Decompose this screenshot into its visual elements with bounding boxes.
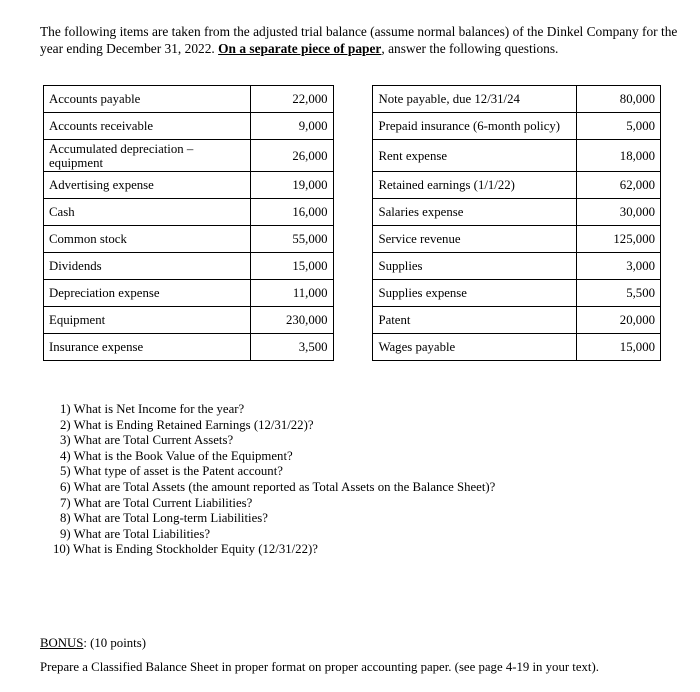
table-row [44, 199, 661, 226]
question-number: 4) [60, 448, 71, 463]
question-text: What are Total Long-term Liabilities? [73, 511, 268, 526]
left-account-cell: Accumulated depreciation – equipment [44, 140, 251, 172]
column-gap [333, 226, 373, 253]
question-text: What are Total Current Liabilities? [73, 495, 253, 510]
question-number: 2) [60, 417, 71, 432]
right-amount-cell: 20,000 [577, 307, 661, 334]
left-amount-cell: 15,000 [250, 253, 333, 280]
left-amount-cell: 11,000 [250, 280, 333, 307]
right-account-cell: Note payable, due 12/31/24 [373, 86, 577, 113]
right-account-cell: Salaries expense [373, 199, 577, 226]
right-account-cell: Rent expense [373, 140, 577, 172]
left-account-cell: Accounts payable [44, 86, 251, 113]
right-account-cell: Supplies [373, 253, 577, 280]
left-account-cell: Equipment [44, 307, 251, 334]
column-gap [333, 280, 373, 307]
question-number: 5) [60, 464, 71, 479]
left-account-cell: Dividends [44, 253, 251, 280]
bonus-points: : (10 points) [83, 636, 146, 650]
question-text: What is Ending Retained Earnings (12/31/22)? [73, 417, 314, 432]
question-item [60, 480, 495, 496]
question-number: 3) [60, 433, 71, 448]
left-account-cell: Depreciation expense [44, 280, 251, 307]
question-item [60, 402, 495, 418]
question-item [60, 449, 495, 465]
left-amount-cell: 16,000 [250, 199, 333, 226]
question-number: 7) [60, 495, 71, 510]
right-account-cell: Retained earnings (1/1/22) [373, 172, 577, 199]
table-row [44, 334, 661, 361]
question-text: What are Total Assets (the amount reported as Total Assets on the Balance Sheet)? [73, 479, 496, 494]
column-gap [333, 172, 373, 199]
question-text: What is Net Income for the year? [73, 402, 245, 416]
trial-balance-table [43, 85, 661, 361]
question-text: What is Ending Stockholder Equity (12/31/22)? [73, 542, 318, 557]
left-amount-cell: 22,000 [250, 86, 333, 113]
left-account-cell: Insurance expense [44, 334, 251, 361]
left-account-cell: Cash [44, 199, 251, 226]
column-gap [333, 113, 373, 140]
right-account-cell: Prepaid insurance (6-month policy) [373, 113, 577, 140]
question-item [60, 464, 495, 480]
question-item [60, 418, 495, 434]
table-row [44, 280, 661, 307]
question-text: What type of asset is the Patent account? [73, 464, 283, 479]
table-row [44, 113, 661, 140]
right-amount-cell: 30,000 [577, 199, 661, 226]
table-row [44, 140, 661, 172]
question-number: 10) [53, 542, 71, 557]
right-amount-cell: 125,000 [577, 226, 661, 253]
right-account-cell: Service revenue [373, 226, 577, 253]
question-item [60, 433, 495, 449]
table-row [44, 172, 661, 199]
right-amount-cell: 62,000 [577, 172, 661, 199]
intro-paragraph [40, 23, 680, 57]
bonus-label: BONUS [40, 636, 84, 650]
column-gap [333, 199, 373, 226]
left-account-cell: Accounts receivable [44, 113, 251, 140]
table-row [44, 226, 661, 253]
right-account-cell: Patent [373, 307, 577, 334]
question-item [60, 527, 495, 543]
question-item [53, 542, 495, 558]
intro-text-after: , answer the following questions. [381, 41, 559, 56]
column-gap [333, 334, 373, 361]
question-number: 1) [60, 402, 71, 416]
right-amount-cell: 15,000 [577, 334, 661, 361]
column-gap [333, 86, 373, 113]
question-list [53, 402, 496, 558]
bonus-instruction: Prepare a Classified Balance Sheet in proper format on proper accounting paper. (see page 4-19 in your text). [40, 660, 599, 674]
left-amount-cell: 3,500 [250, 334, 333, 361]
column-gap [333, 307, 373, 334]
column-gap [333, 253, 373, 280]
left-amount-cell: 55,000 [250, 226, 333, 253]
question-number: 8) [60, 511, 71, 526]
column-gap [333, 140, 373, 172]
left-amount-cell: 9,000 [250, 113, 333, 140]
left-amount-cell: 230,000 [250, 307, 333, 334]
question-item [60, 496, 495, 512]
question-number: 6) [60, 479, 71, 494]
intro-text-before: The following items are taken from the adjusted trial balance (assume normal balances) of the Dinkel Company for the year ending December 31, 2022. [40, 24, 678, 56]
right-account-cell: Supplies expense [373, 280, 577, 307]
right-amount-cell: 3,000 [577, 253, 661, 280]
left-amount-cell: 19,000 [250, 172, 333, 199]
intro-emphasis: On a separate piece of paper [218, 41, 382, 56]
left-account-cell: Common stock [44, 226, 251, 253]
question-number: 9) [60, 526, 71, 541]
right-account-cell: Wages payable [373, 334, 577, 361]
question-text: What are Total Current Assets? [73, 433, 234, 448]
question-text: What is the Book Value of the Equipment? [73, 448, 293, 463]
left-account-cell: Advertising expense [44, 172, 251, 199]
table-row [44, 253, 661, 280]
question-item [60, 511, 495, 527]
right-amount-cell: 5,000 [577, 113, 661, 140]
question-text: What are Total Liabilities? [73, 526, 211, 541]
left-amount-cell: 26,000 [250, 140, 333, 172]
right-amount-cell: 80,000 [577, 86, 661, 113]
right-amount-cell: 5,500 [577, 280, 661, 307]
trial-balance-body [44, 86, 661, 361]
table-row [44, 307, 661, 334]
right-amount-cell: 18,000 [577, 140, 661, 172]
bonus-heading [40, 636, 146, 651]
table-row [44, 86, 661, 113]
